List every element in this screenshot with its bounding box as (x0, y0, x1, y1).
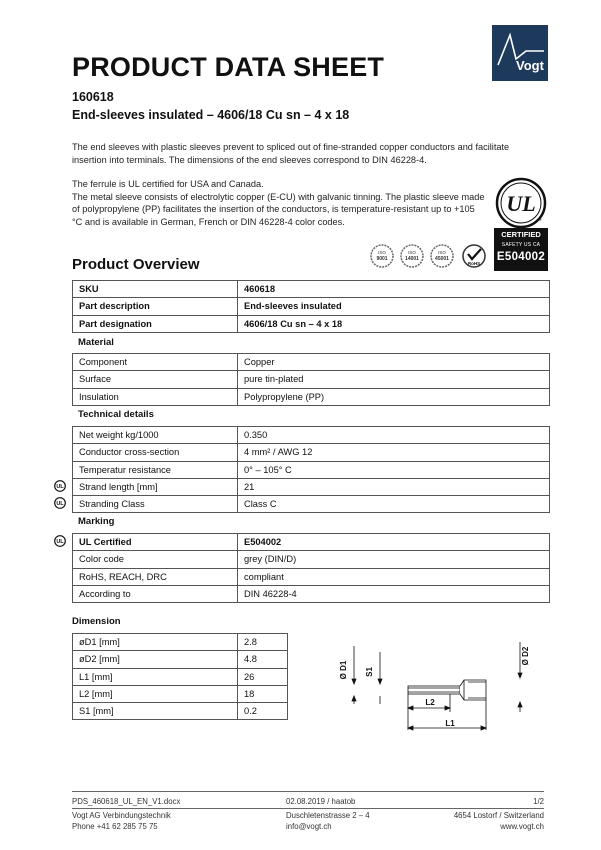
ul-mark-icon (54, 480, 66, 492)
iso-9001-badge (371, 245, 393, 267)
iso-14001-badge (401, 245, 423, 267)
label-d1: Ø D1 (339, 660, 348, 680)
ul-safety-box (494, 239, 548, 271)
row-label: øD2 [mm] (73, 651, 238, 668)
intro-details (72, 178, 487, 228)
ul-mark-icon (54, 535, 66, 547)
row-label: Insulation (73, 388, 238, 405)
svg-text:9001: 9001 (376, 256, 388, 262)
row-value: Copper (238, 354, 550, 371)
marking-table (72, 533, 550, 603)
svg-text:RoHS: RoHS (467, 261, 481, 266)
dimension-table (72, 633, 288, 720)
table-row (73, 461, 550, 478)
ul-certified-label: CERTIFIED (501, 230, 541, 239)
section-title-overview: Product Overview (72, 256, 200, 273)
row-label: L2 [mm] (73, 685, 238, 702)
table-row (73, 281, 550, 298)
row-value: 4.8 (238, 651, 288, 668)
footer-phone: Phone +41 62 285 75 75 (72, 822, 158, 831)
page-title: PRODUCT DATA SHEET (72, 52, 385, 82)
footer-company: Vogt AG Verbindungstechnik (72, 811, 171, 820)
svg-text:®: ® (539, 217, 542, 222)
row-value: 0.350 (238, 427, 550, 444)
footer-city: 4654 Lostorf / Switzerland (453, 811, 544, 820)
row-value: 0° – 105° C (238, 461, 550, 478)
row-value: 460618 (238, 281, 550, 298)
svg-text:45001: 45001 (435, 256, 449, 262)
row-value: 26 (238, 668, 288, 685)
row-value: 0.2 (238, 703, 288, 720)
overview-table (72, 280, 550, 333)
table-row (73, 315, 550, 332)
row-value: E504002 (238, 534, 550, 551)
row-label: Color code (73, 551, 238, 568)
section-technical: Technical details (78, 409, 154, 420)
ul-letters: UL (506, 191, 536, 216)
row-value: 2.8 (238, 634, 288, 651)
table-row (73, 703, 288, 720)
table-row (73, 496, 550, 513)
svg-text:UL: UL (56, 539, 64, 546)
svg-text:14001: 14001 (405, 256, 419, 262)
footer-divider-top (72, 791, 544, 792)
footer-date: 02.08.2019 / haatob (286, 797, 356, 806)
row-value: End-sleeves insulated (238, 298, 550, 315)
page-subtitle: End-sleeves insulated – 4606/18 Cu sn – 4 x 18 (72, 108, 350, 122)
technical-table (72, 426, 550, 513)
label-l1: L1 (445, 719, 455, 728)
table-row (73, 354, 550, 371)
row-label: Component (73, 354, 238, 371)
logo-text: Vogt (516, 58, 544, 73)
rohs-badge (463, 245, 485, 267)
table-row (73, 478, 550, 495)
row-label: Temperatur resistance (73, 461, 238, 478)
footer-street: Duschletenstrasse 2 – 4 (286, 811, 370, 820)
row-value: 4606/18 Cu sn – 4 x 18 (238, 315, 550, 332)
row-value: DIN 46228-4 (238, 585, 550, 602)
svg-text:ISO: ISO (378, 250, 386, 255)
row-value: Polypropylene (PP) (238, 388, 550, 405)
certification-badges (370, 244, 490, 268)
table-row (73, 668, 288, 685)
row-label: Surface (73, 371, 238, 388)
row-label: RoHS, REACH, DRC (73, 568, 238, 585)
table-row (73, 634, 288, 651)
section-dimension: Dimension (72, 616, 121, 627)
row-label: Net weight kg/1000 (73, 427, 238, 444)
footer-page: 1/2 (533, 797, 544, 806)
material-table (72, 353, 550, 406)
row-label: According to (73, 585, 238, 602)
ferrule-drawing (332, 632, 547, 742)
table-row (73, 568, 550, 585)
intro-paragraph: The end sleeves with plastic sleeves prevent to spliced out of fine-stranded copper conductors and facilitate insertion into terminals. The dimensions of the end sleeves correspond to DIN 46228-4. (72, 142, 510, 165)
row-label: UL Certified (73, 534, 238, 551)
row-label: Strand length [mm] (73, 478, 238, 495)
row-label: Part description (73, 298, 238, 315)
section-marking: Marking (78, 516, 115, 527)
row-value: compliant (238, 568, 550, 585)
table-row (73, 298, 550, 315)
row-label: Conductor cross-section (73, 444, 238, 461)
svg-text:ISO: ISO (438, 250, 446, 255)
row-label: L1 [mm] (73, 668, 238, 685)
ul-mark-icon (54, 497, 66, 509)
row-label: Part designation (73, 315, 238, 332)
table-row (73, 427, 550, 444)
row-value: 18 (238, 685, 288, 702)
iso-45001-badge (431, 245, 453, 267)
row-label: S1 [mm] (73, 703, 238, 720)
table-row (73, 534, 550, 551)
row-value: 21 (238, 478, 550, 495)
svg-text:UL: UL (56, 484, 64, 491)
table-row (73, 585, 550, 602)
row-value: pure tin-plated (238, 371, 550, 388)
row-value: 4 mm² / AWG 12 (238, 444, 550, 461)
table-row (73, 685, 288, 702)
ul-number: E504002 (496, 251, 546, 263)
table-row (73, 388, 550, 405)
footer-divider (72, 808, 544, 809)
material-statement: The metal sleeve consists of electrolytic copper (E-CU) with galvanic tinning. The plastic sleeve made of polypropylene (PP) facilitates the insertion of the conductors, is temperature-resistant up to +105 °C and is available in German, French or DIN 46228-4 color codes. (72, 191, 485, 227)
label-d2: Ø D2 (521, 646, 530, 666)
ul-statement: The ferrule is UL certified for USA and Canada. (72, 179, 264, 189)
row-label: øD1 [mm] (73, 634, 238, 651)
footer-email: info@vogt.ch (286, 822, 332, 831)
svg-text:ISO: ISO (408, 250, 416, 255)
svg-text:UL: UL (56, 501, 64, 508)
label-l2: L2 (425, 698, 435, 707)
section-material: Material (78, 337, 114, 348)
table-row (73, 371, 550, 388)
article-number: 160618 (72, 90, 114, 104)
row-label: SKU (73, 281, 238, 298)
table-row (73, 551, 550, 568)
safety-label: SAFETY US CA (501, 242, 541, 248)
label-s1: S1 (365, 667, 374, 677)
row-label: Stranding Class (73, 496, 238, 513)
vogt-logo (492, 25, 548, 81)
row-value: Class C (238, 496, 550, 513)
footer-file: PDS_460618_UL_EN_V1.docx (72, 797, 181, 806)
table-row (73, 651, 288, 668)
row-value: grey (DIN/D) (238, 551, 550, 568)
footer-web: www.vogt.ch (500, 822, 544, 831)
table-row (73, 444, 550, 461)
ul-certified-badge (494, 176, 548, 240)
